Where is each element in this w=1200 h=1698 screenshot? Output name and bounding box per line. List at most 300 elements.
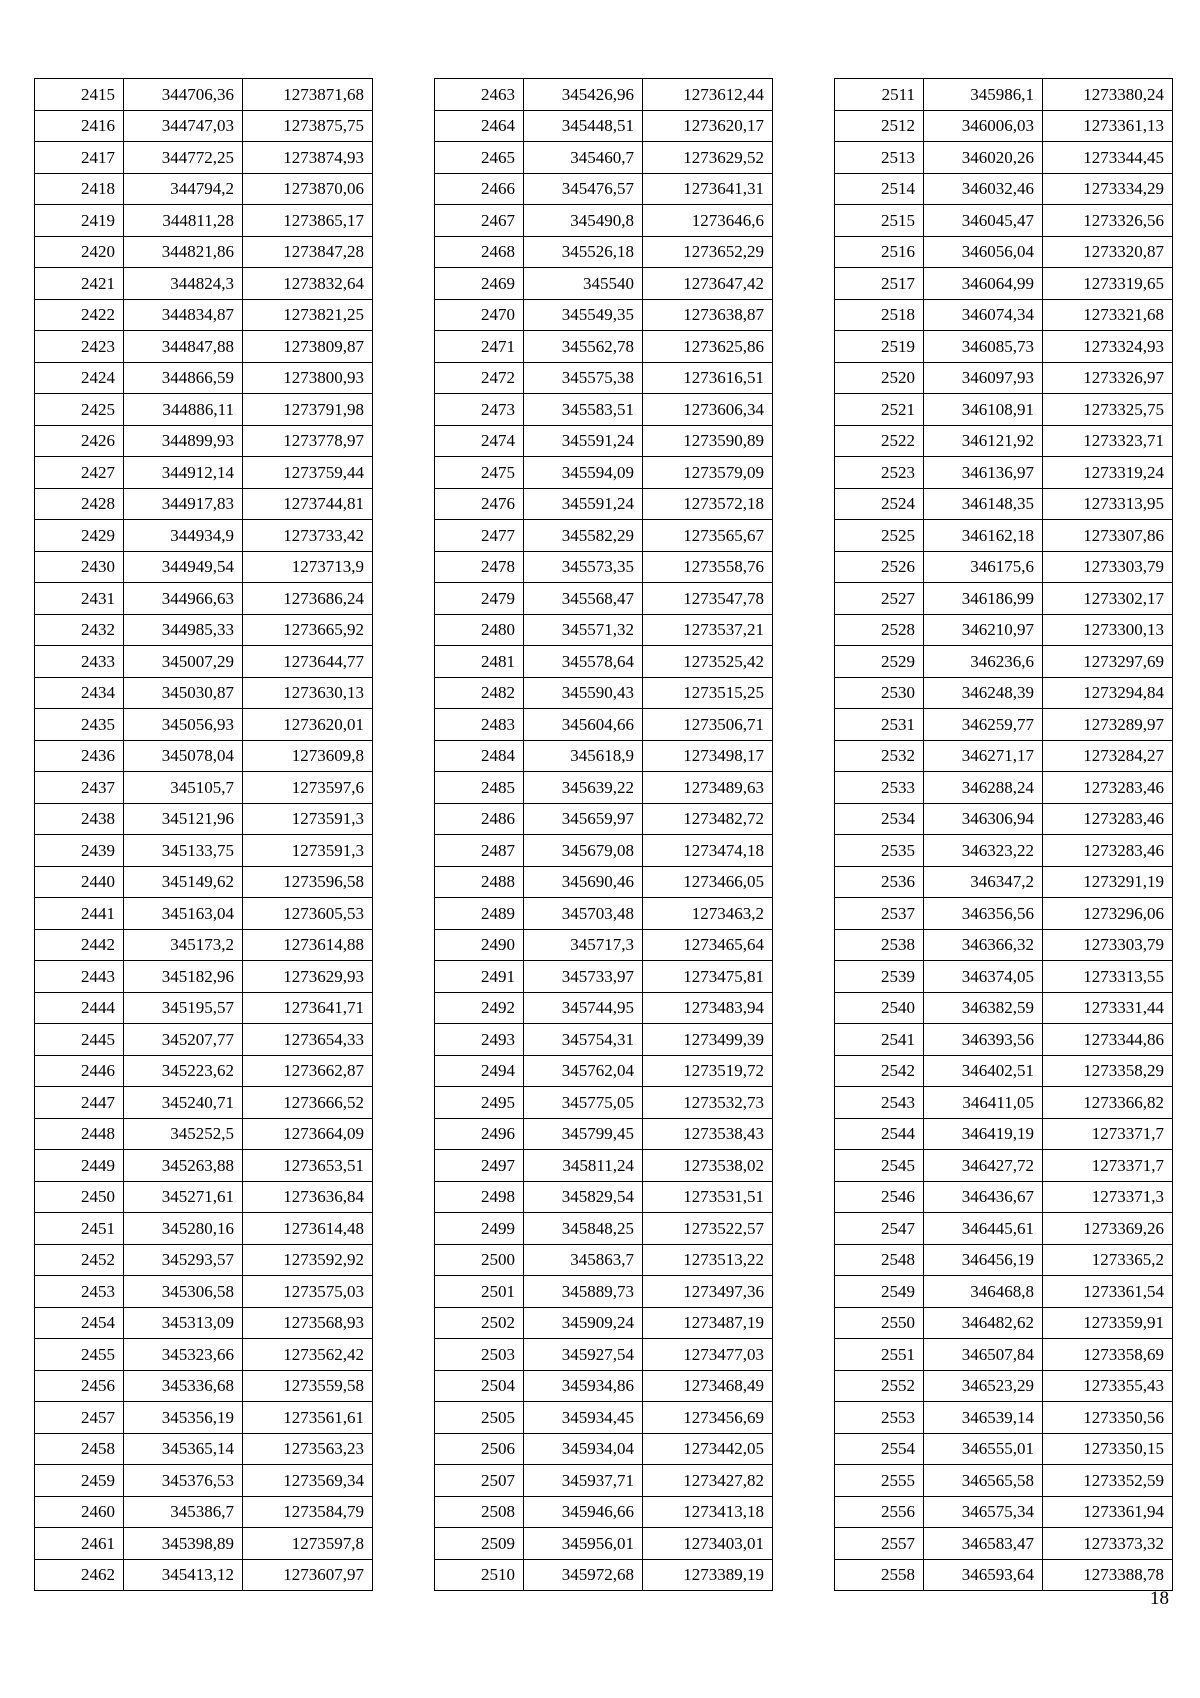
point-number-cell: 2536 <box>835 866 924 898</box>
point-number-cell: 2446 <box>35 1055 124 1087</box>
x-coordinate-cell: 346593,64 <box>924 1559 1043 1591</box>
x-coordinate-cell: 345121,96 <box>124 803 243 835</box>
table-row <box>35 835 373 867</box>
x-coordinate-cell: 346523,29 <box>924 1370 1043 1402</box>
table-row <box>435 205 773 237</box>
point-number-cell: 2505 <box>435 1402 524 1434</box>
y-coordinate-cell: 1273629,93 <box>243 961 373 993</box>
table-row <box>435 677 773 709</box>
y-coordinate-cell: 1273870,06 <box>243 173 373 205</box>
table-row <box>435 457 773 489</box>
table-row <box>835 835 1173 867</box>
point-number-cell: 2466 <box>435 173 524 205</box>
table-row <box>35 173 373 205</box>
point-number-cell: 2538 <box>835 929 924 961</box>
x-coordinate-cell: 344866,59 <box>124 362 243 394</box>
y-coordinate-cell: 1273519,72 <box>643 1055 773 1087</box>
table-row <box>435 1307 773 1339</box>
point-number-cell: 2547 <box>835 1213 924 1245</box>
x-coordinate-cell: 344949,54 <box>124 551 243 583</box>
table-row <box>435 520 773 552</box>
y-coordinate-cell: 1273319,65 <box>1043 268 1173 300</box>
point-number-cell: 2428 <box>35 488 124 520</box>
x-coordinate-cell: 344886,11 <box>124 394 243 426</box>
point-number-cell: 2488 <box>435 866 524 898</box>
point-number-cell: 2552 <box>835 1370 924 1402</box>
point-number-cell: 2438 <box>35 803 124 835</box>
point-number-cell: 2467 <box>435 205 524 237</box>
table-row <box>35 614 373 646</box>
y-coordinate-cell: 1273646,6 <box>643 205 773 237</box>
x-coordinate-cell: 346210,97 <box>924 614 1043 646</box>
table-row <box>835 1528 1173 1560</box>
point-number-cell: 2528 <box>835 614 924 646</box>
point-number-cell: 2527 <box>835 583 924 615</box>
y-coordinate-cell: 1273591,3 <box>243 803 373 835</box>
table-row <box>35 898 373 930</box>
point-number-cell: 2453 <box>35 1276 124 1308</box>
table-row <box>35 677 373 709</box>
table-row <box>35 457 373 489</box>
x-coordinate-cell: 345030,87 <box>124 677 243 709</box>
point-number-cell: 2448 <box>35 1118 124 1150</box>
y-coordinate-cell: 1273323,71 <box>1043 425 1173 457</box>
table-row <box>835 1055 1173 1087</box>
x-coordinate-cell: 346248,39 <box>924 677 1043 709</box>
y-coordinate-cell: 1273614,88 <box>243 929 373 961</box>
table-row <box>435 866 773 898</box>
point-number-cell: 2521 <box>835 394 924 426</box>
x-coordinate-cell: 345078,04 <box>124 740 243 772</box>
table-row <box>835 1244 1173 1276</box>
page-number: 18 <box>1150 1588 1169 1609</box>
x-coordinate-cell: 345618,9 <box>524 740 643 772</box>
y-coordinate-cell: 1273466,05 <box>643 866 773 898</box>
table-row <box>835 1496 1173 1528</box>
y-coordinate-cell: 1273303,79 <box>1043 551 1173 583</box>
x-coordinate-cell: 346436,67 <box>924 1181 1043 1213</box>
x-coordinate-cell: 346356,56 <box>924 898 1043 930</box>
table-row <box>35 1433 373 1465</box>
point-number-cell: 2418 <box>35 173 124 205</box>
table-row <box>435 1276 773 1308</box>
x-coordinate-cell: 345934,86 <box>524 1370 643 1402</box>
x-coordinate-cell: 345323,66 <box>124 1339 243 1371</box>
table-row <box>35 1213 373 1245</box>
y-coordinate-cell: 1273319,24 <box>1043 457 1173 489</box>
table-row <box>35 772 373 804</box>
table-row <box>435 1055 773 1087</box>
y-coordinate-cell: 1273590,89 <box>643 425 773 457</box>
point-number-cell: 2415 <box>35 79 124 111</box>
y-coordinate-cell: 1273616,51 <box>643 362 773 394</box>
point-number-cell: 2469 <box>435 268 524 300</box>
y-coordinate-cell: 1273321,68 <box>1043 299 1173 331</box>
y-coordinate-cell: 1273620,01 <box>243 709 373 741</box>
point-number-cell: 2462 <box>35 1559 124 1591</box>
y-coordinate-cell: 1273344,45 <box>1043 142 1173 174</box>
point-number-cell: 2556 <box>835 1496 924 1528</box>
y-coordinate-cell: 1273597,8 <box>243 1528 373 1560</box>
coordinate-table-3 <box>834 78 1173 1591</box>
point-number-cell: 2456 <box>35 1370 124 1402</box>
x-coordinate-cell: 345811,24 <box>524 1150 643 1182</box>
x-coordinate-cell: 345575,38 <box>524 362 643 394</box>
point-number-cell: 2513 <box>835 142 924 174</box>
y-coordinate-cell: 1273358,69 <box>1043 1339 1173 1371</box>
y-coordinate-cell: 1273641,31 <box>643 173 773 205</box>
x-coordinate-cell: 346374,05 <box>924 961 1043 993</box>
table-row <box>835 79 1173 111</box>
x-coordinate-cell: 346583,47 <box>924 1528 1043 1560</box>
x-coordinate-cell: 345207,77 <box>124 1024 243 1056</box>
y-coordinate-cell: 1273352,59 <box>1043 1465 1173 1497</box>
y-coordinate-cell: 1273800,93 <box>243 362 373 394</box>
point-number-cell: 2500 <box>435 1244 524 1276</box>
y-coordinate-cell: 1273499,39 <box>643 1024 773 1056</box>
y-coordinate-cell: 1273563,23 <box>243 1433 373 1465</box>
point-number-cell: 2465 <box>435 142 524 174</box>
y-coordinate-cell: 1273565,67 <box>643 520 773 552</box>
point-number-cell: 2555 <box>835 1465 924 1497</box>
x-coordinate-cell: 346186,99 <box>924 583 1043 615</box>
point-number-cell: 2506 <box>435 1433 524 1465</box>
y-coordinate-cell: 1273591,3 <box>243 835 373 867</box>
point-number-cell: 2517 <box>835 268 924 300</box>
y-coordinate-cell: 1273575,03 <box>243 1276 373 1308</box>
table-row <box>35 1244 373 1276</box>
point-number-cell: 2491 <box>435 961 524 993</box>
x-coordinate-cell: 345398,89 <box>124 1528 243 1560</box>
table-row <box>35 709 373 741</box>
table-row <box>835 866 1173 898</box>
y-coordinate-cell: 1273380,24 <box>1043 79 1173 111</box>
y-coordinate-cell: 1273559,58 <box>243 1370 373 1402</box>
y-coordinate-cell: 1273475,81 <box>643 961 773 993</box>
y-coordinate-cell: 1273313,95 <box>1043 488 1173 520</box>
point-number-cell: 2431 <box>35 583 124 615</box>
x-coordinate-cell: 345591,24 <box>524 425 643 457</box>
table-row <box>35 110 373 142</box>
y-coordinate-cell: 1273497,36 <box>643 1276 773 1308</box>
x-coordinate-cell: 346539,14 <box>924 1402 1043 1434</box>
table-row <box>35 1370 373 1402</box>
table-row <box>435 362 773 394</box>
table-row <box>835 1118 1173 1150</box>
y-coordinate-cell: 1273596,58 <box>243 866 373 898</box>
y-coordinate-cell: 1273307,86 <box>1043 520 1173 552</box>
x-coordinate-cell: 345927,54 <box>524 1339 643 1371</box>
y-coordinate-cell: 1273636,84 <box>243 1181 373 1213</box>
point-number-cell: 2416 <box>35 110 124 142</box>
y-coordinate-cell: 1273487,19 <box>643 1307 773 1339</box>
table-row <box>35 362 373 394</box>
y-coordinate-cell: 1273562,42 <box>243 1339 373 1371</box>
point-number-cell: 2541 <box>835 1024 924 1056</box>
y-coordinate-cell: 1273358,29 <box>1043 1055 1173 1087</box>
x-coordinate-cell: 345163,04 <box>124 898 243 930</box>
table-row <box>835 173 1173 205</box>
y-coordinate-cell: 1273513,22 <box>643 1244 773 1276</box>
point-number-cell: 2470 <box>435 299 524 331</box>
y-coordinate-cell: 1273609,8 <box>243 740 373 772</box>
table-row <box>835 394 1173 426</box>
point-number-cell: 2478 <box>435 551 524 583</box>
point-number-cell: 2439 <box>35 835 124 867</box>
y-coordinate-cell: 1273537,21 <box>643 614 773 646</box>
point-number-cell: 2489 <box>435 898 524 930</box>
point-number-cell: 2548 <box>835 1244 924 1276</box>
table-row <box>435 1087 773 1119</box>
table-row <box>35 866 373 898</box>
x-coordinate-cell: 346148,35 <box>924 488 1043 520</box>
x-coordinate-cell: 345956,01 <box>524 1528 643 1560</box>
x-coordinate-cell: 345744,95 <box>524 992 643 1024</box>
point-number-cell: 2532 <box>835 740 924 772</box>
x-coordinate-cell: 346402,51 <box>924 1055 1043 1087</box>
x-coordinate-cell: 346175,6 <box>924 551 1043 583</box>
y-coordinate-cell: 1273294,84 <box>1043 677 1173 709</box>
point-number-cell: 2479 <box>435 583 524 615</box>
point-number-cell: 2534 <box>835 803 924 835</box>
point-number-cell: 2526 <box>835 551 924 583</box>
x-coordinate-cell: 346347,2 <box>924 866 1043 898</box>
y-coordinate-cell: 1273522,57 <box>643 1213 773 1245</box>
point-number-cell: 2490 <box>435 929 524 961</box>
y-coordinate-cell: 1273489,63 <box>643 772 773 804</box>
table-row <box>835 1465 1173 1497</box>
table-row <box>435 1181 773 1213</box>
table-row <box>835 1433 1173 1465</box>
point-number-cell: 2419 <box>35 205 124 237</box>
table-row <box>435 173 773 205</box>
y-coordinate-cell: 1273809,87 <box>243 331 373 363</box>
point-number-cell: 2503 <box>435 1339 524 1371</box>
point-number-cell: 2437 <box>35 772 124 804</box>
point-number-cell: 2444 <box>35 992 124 1024</box>
table-row <box>835 1276 1173 1308</box>
x-coordinate-cell: 345293,57 <box>124 1244 243 1276</box>
x-coordinate-cell: 346108,91 <box>924 394 1043 426</box>
table-row <box>35 803 373 835</box>
point-number-cell: 2546 <box>835 1181 924 1213</box>
y-coordinate-cell: 1273612,44 <box>643 79 773 111</box>
y-coordinate-cell: 1273303,79 <box>1043 929 1173 961</box>
table-row <box>835 1024 1173 1056</box>
point-number-cell: 2533 <box>835 772 924 804</box>
table-row <box>35 1118 373 1150</box>
x-coordinate-cell: 346121,92 <box>924 425 1043 457</box>
x-coordinate-cell: 345549,35 <box>524 299 643 331</box>
point-number-cell: 2544 <box>835 1118 924 1150</box>
y-coordinate-cell: 1273641,71 <box>243 992 373 1024</box>
table-row <box>435 142 773 174</box>
x-coordinate-cell: 345240,71 <box>124 1087 243 1119</box>
y-coordinate-cell: 1273713,9 <box>243 551 373 583</box>
y-coordinate-cell: 1273373,32 <box>1043 1528 1173 1560</box>
point-number-cell: 2434 <box>35 677 124 709</box>
point-number-cell: 2451 <box>35 1213 124 1245</box>
point-number-cell: 2473 <box>435 394 524 426</box>
y-coordinate-cell: 1273664,09 <box>243 1118 373 1150</box>
table-row <box>835 331 1173 363</box>
x-coordinate-cell: 345937,71 <box>524 1465 643 1497</box>
x-coordinate-cell: 346056,04 <box>924 236 1043 268</box>
point-number-cell: 2501 <box>435 1276 524 1308</box>
y-coordinate-cell: 1273355,43 <box>1043 1370 1173 1402</box>
point-number-cell: 2522 <box>835 425 924 457</box>
x-coordinate-cell: 345448,51 <box>524 110 643 142</box>
table-row <box>35 740 373 772</box>
y-coordinate-cell: 1273875,75 <box>243 110 373 142</box>
x-coordinate-cell: 345946,66 <box>524 1496 643 1528</box>
x-coordinate-cell: 345195,57 <box>124 992 243 1024</box>
table-row <box>435 1118 773 1150</box>
x-coordinate-cell: 345591,24 <box>524 488 643 520</box>
point-number-cell: 2461 <box>35 1528 124 1560</box>
point-number-cell: 2468 <box>435 236 524 268</box>
point-number-cell: 2441 <box>35 898 124 930</box>
point-number-cell: 2529 <box>835 646 924 678</box>
point-number-cell: 2430 <box>35 551 124 583</box>
x-coordinate-cell: 345386,7 <box>124 1496 243 1528</box>
point-number-cell: 2535 <box>835 835 924 867</box>
x-coordinate-cell: 344824,3 <box>124 268 243 300</box>
table-row <box>835 425 1173 457</box>
x-coordinate-cell: 345639,22 <box>524 772 643 804</box>
x-coordinate-cell: 345365,14 <box>124 1433 243 1465</box>
table-row <box>35 1181 373 1213</box>
point-number-cell: 2447 <box>35 1087 124 1119</box>
x-coordinate-cell: 345659,97 <box>524 803 643 835</box>
point-number-cell: 2515 <box>835 205 924 237</box>
x-coordinate-cell: 345889,73 <box>524 1276 643 1308</box>
y-coordinate-cell: 1273320,87 <box>1043 236 1173 268</box>
table-row <box>435 79 773 111</box>
x-coordinate-cell: 346236,6 <box>924 646 1043 678</box>
table-row <box>835 646 1173 678</box>
point-number-cell: 2537 <box>835 898 924 930</box>
x-coordinate-cell: 346085,73 <box>924 331 1043 363</box>
y-coordinate-cell: 1273498,17 <box>643 740 773 772</box>
table-row <box>35 1465 373 1497</box>
table-row <box>835 961 1173 993</box>
table-row <box>835 803 1173 835</box>
y-coordinate-cell: 1273584,79 <box>243 1496 373 1528</box>
x-coordinate-cell: 345775,05 <box>524 1087 643 1119</box>
y-coordinate-cell: 1273531,51 <box>643 1181 773 1213</box>
y-coordinate-cell: 1273442,05 <box>643 1433 773 1465</box>
point-number-cell: 2508 <box>435 1496 524 1528</box>
x-coordinate-cell: 345703,48 <box>524 898 643 930</box>
table-row <box>435 1496 773 1528</box>
y-coordinate-cell: 1273302,17 <box>1043 583 1173 615</box>
table-row <box>835 520 1173 552</box>
table-row <box>35 299 373 331</box>
x-coordinate-cell: 345754,31 <box>524 1024 643 1056</box>
point-number-cell: 2504 <box>435 1370 524 1402</box>
x-coordinate-cell: 346445,61 <box>924 1213 1043 1245</box>
y-coordinate-cell: 1273300,13 <box>1043 614 1173 646</box>
y-coordinate-cell: 1273558,76 <box>643 551 773 583</box>
x-coordinate-cell: 344847,88 <box>124 331 243 363</box>
y-coordinate-cell: 1273291,19 <box>1043 866 1173 898</box>
x-coordinate-cell: 346259,77 <box>924 709 1043 741</box>
point-number-cell: 2472 <box>435 362 524 394</box>
point-number-cell: 2485 <box>435 772 524 804</box>
x-coordinate-cell: 346366,32 <box>924 929 1043 961</box>
table-row <box>435 551 773 583</box>
x-coordinate-cell: 346097,93 <box>924 362 1043 394</box>
point-number-cell: 2542 <box>835 1055 924 1087</box>
table-row <box>35 1528 373 1560</box>
x-coordinate-cell: 345717,3 <box>524 929 643 961</box>
y-coordinate-cell: 1273665,92 <box>243 614 373 646</box>
x-coordinate-cell: 345590,43 <box>524 677 643 709</box>
y-coordinate-cell: 1273597,6 <box>243 772 373 804</box>
table-row <box>435 1433 773 1465</box>
table-row <box>435 488 773 520</box>
table-row <box>835 740 1173 772</box>
x-coordinate-cell: 344899,93 <box>124 425 243 457</box>
y-coordinate-cell: 1273561,61 <box>243 1402 373 1434</box>
point-number-cell: 2452 <box>35 1244 124 1276</box>
table-row <box>435 835 773 867</box>
table-row <box>435 929 773 961</box>
x-coordinate-cell: 345263,88 <box>124 1150 243 1182</box>
point-number-cell: 2458 <box>35 1433 124 1465</box>
x-coordinate-cell: 346162,18 <box>924 520 1043 552</box>
point-number-cell: 2557 <box>835 1528 924 1560</box>
x-coordinate-cell: 344966,63 <box>124 583 243 615</box>
table-row <box>35 488 373 520</box>
point-number-cell: 2550 <box>835 1307 924 1339</box>
table-row <box>35 520 373 552</box>
point-number-cell: 2499 <box>435 1213 524 1245</box>
x-coordinate-cell: 345799,45 <box>524 1118 643 1150</box>
y-coordinate-cell: 1273666,52 <box>243 1087 373 1119</box>
point-number-cell: 2443 <box>35 961 124 993</box>
point-number-cell: 2435 <box>35 709 124 741</box>
coordinate-table-1 <box>34 78 373 1591</box>
point-number-cell: 2525 <box>835 520 924 552</box>
x-coordinate-cell: 346074,34 <box>924 299 1043 331</box>
point-number-cell: 2455 <box>35 1339 124 1371</box>
x-coordinate-cell: 346393,56 <box>924 1024 1043 1056</box>
y-coordinate-cell: 1273456,69 <box>643 1402 773 1434</box>
point-number-cell: 2495 <box>435 1087 524 1119</box>
y-coordinate-cell: 1273427,82 <box>643 1465 773 1497</box>
table-row <box>835 677 1173 709</box>
table-row <box>435 583 773 615</box>
y-coordinate-cell: 1273644,77 <box>243 646 373 678</box>
point-number-cell: 2459 <box>35 1465 124 1497</box>
table-row <box>435 331 773 363</box>
y-coordinate-cell: 1273465,64 <box>643 929 773 961</box>
table-row <box>835 268 1173 300</box>
point-number-cell: 2460 <box>35 1496 124 1528</box>
y-coordinate-cell: 1273607,97 <box>243 1559 373 1591</box>
y-coordinate-cell: 1273865,17 <box>243 205 373 237</box>
x-coordinate-cell: 344706,36 <box>124 79 243 111</box>
point-number-cell: 2450 <box>35 1181 124 1213</box>
table-row <box>835 583 1173 615</box>
y-coordinate-cell: 1273284,27 <box>1043 740 1173 772</box>
y-coordinate-cell: 1273733,42 <box>243 520 373 552</box>
table-row <box>835 929 1173 961</box>
y-coordinate-cell: 1273296,06 <box>1043 898 1173 930</box>
point-number-cell: 2449 <box>35 1150 124 1182</box>
